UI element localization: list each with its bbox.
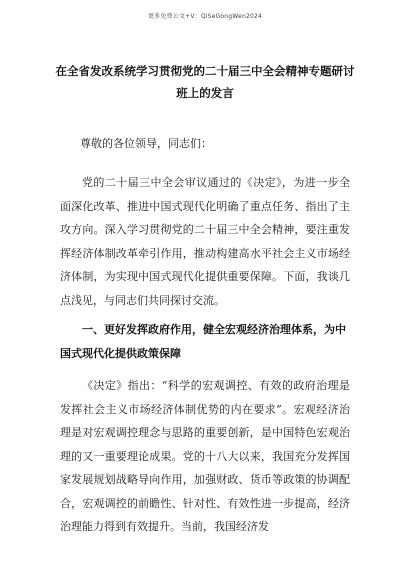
header-note: 更多免费公文+V：QiSeGongWen2024 bbox=[147, 13, 263, 20]
greeting: 尊敬的各位领导，同志们： bbox=[80, 137, 212, 150]
paragraph-section-1: 《决定》指出：“科学的宏观调控、有效的政府治理是发挥社会主义市场经济体制优势的内在要求”。宏观经济治理是对宏观调控理念与思路的重要创新，是中国特色宏观治理的又一重要理论成果。党的十八大以来，我国充分发挥国家发展规划战略导向作用，加强财政、货币等政策的协调配合，宏观调控的前瞻性、针对性、有效性进一步提高，经济治理能力得到有效提升。当前，我国经济发 bbox=[60, 379, 350, 533]
document-title: 在全省发改系统学习贯彻党的二十届三中全会精神专题研讨班上的发言 bbox=[55, 64, 355, 100]
paragraph-intro: 党的二十届三中全会审议通过的《决定》，为进一步全面深化改革、推进中国式现代化明确了重点任务、指出了主攻方向。深入学习贯彻党的二十届三中全会精神，要注重发挥经济体制改革牵引作用，推动构建高水平社会主义市场经济体制，为实现中国式现代化提供重要保障。下面，我谈几点浅见，与同志们共同探讨交流。 bbox=[60, 176, 350, 307]
section-heading-1: 一、更好发挥政府作用，健全宏观经济治理体系，为中国式现代化提供政策保障 bbox=[60, 323, 346, 360]
